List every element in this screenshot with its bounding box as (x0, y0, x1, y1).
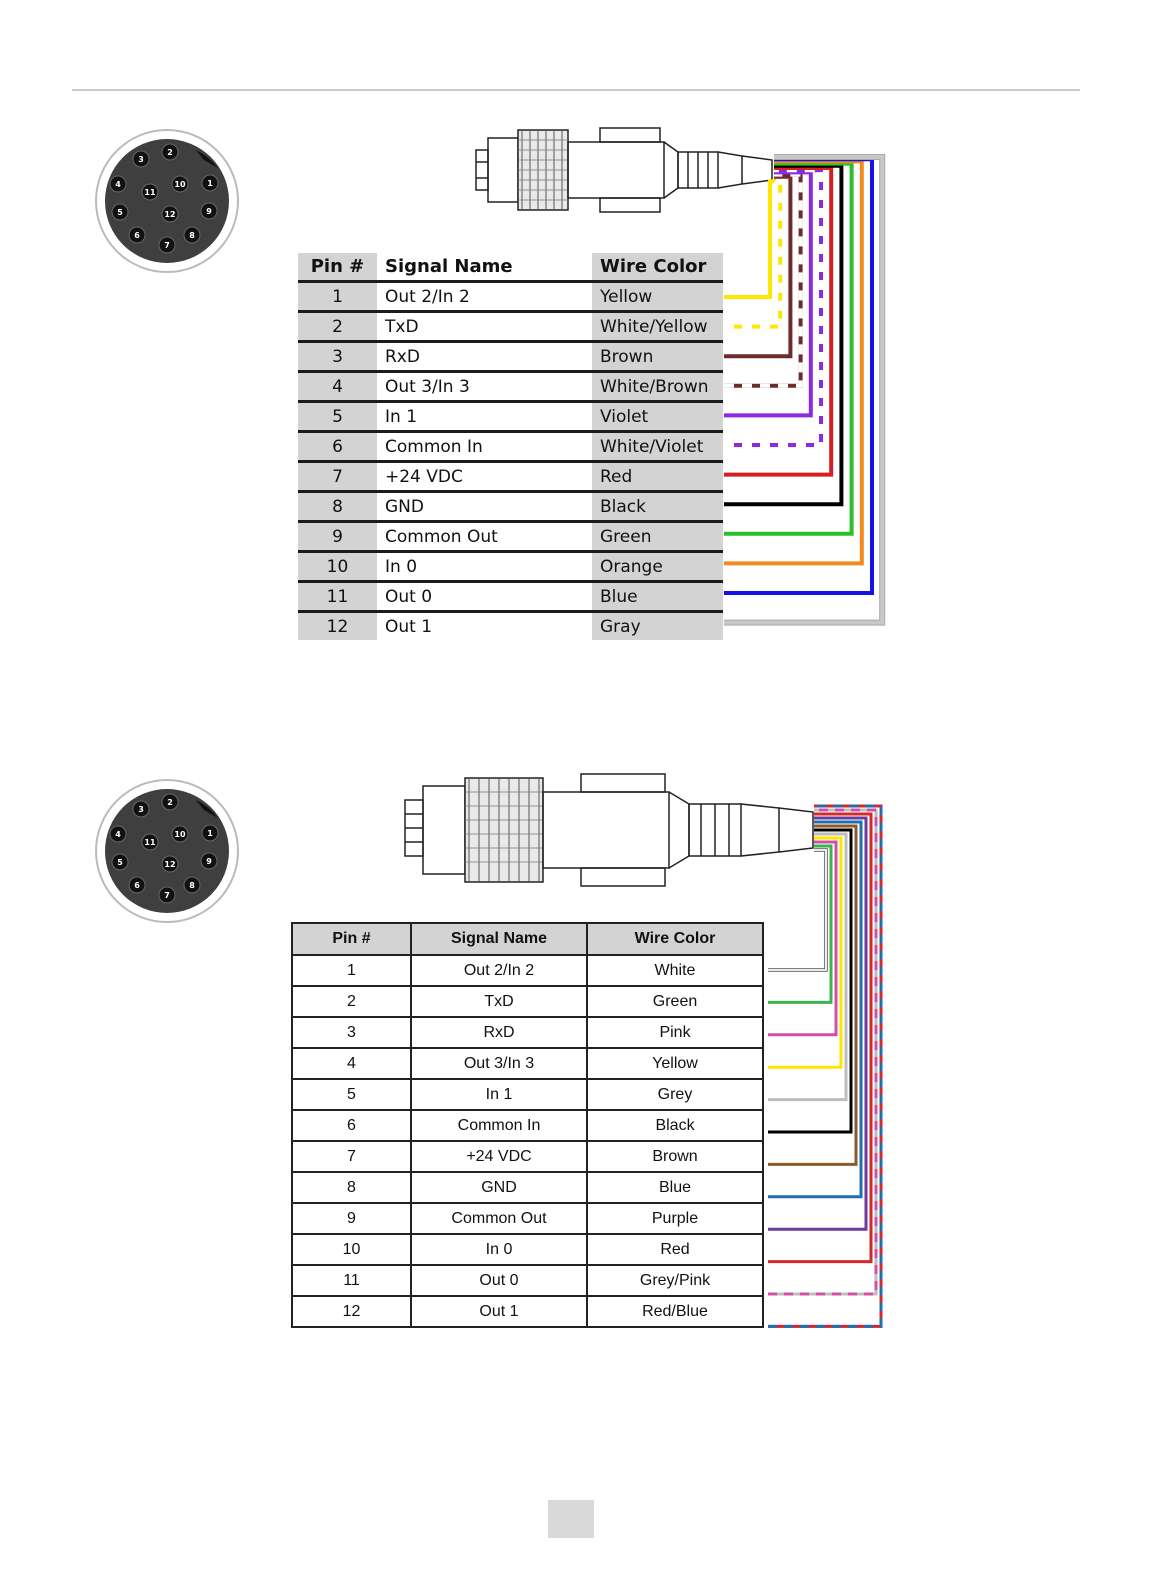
pin-label-10: 10 (174, 180, 186, 189)
pin-cell: 5 (292, 1079, 411, 1110)
pin-label-2: 2 (167, 798, 173, 807)
signal-cell: Common In (377, 432, 592, 462)
table-row (298, 582, 723, 612)
table-row (292, 1203, 763, 1234)
pin-label-3: 3 (138, 155, 144, 164)
table-row (298, 342, 723, 372)
table-row (292, 1079, 763, 1110)
pin-label-1: 1 (207, 829, 213, 838)
column-header-pin: Pin # (298, 253, 377, 282)
pin-cell: 2 (292, 986, 411, 1017)
signal-cell: GND (377, 492, 592, 522)
pin-cell: 4 (298, 372, 377, 402)
color-cell: Brown (592, 342, 723, 372)
table-row (292, 955, 763, 986)
color-cell: Grey (587, 1079, 763, 1110)
signal-cell: Out 0 (377, 582, 592, 612)
pin-label-6: 6 (134, 231, 140, 240)
table-row (292, 1048, 763, 1079)
pin-cell: 1 (292, 955, 411, 986)
column-header-color: Wire Color (592, 253, 723, 282)
pin-cell: 3 (298, 342, 377, 372)
signal-cell: Out 1 (411, 1296, 587, 1327)
color-cell: Blue (587, 1172, 763, 1203)
pin-label-12: 12 (164, 860, 176, 869)
pin-cell: 9 (298, 522, 377, 552)
pin-label-1: 1 (207, 179, 213, 188)
connector-pin-face-1 (94, 128, 240, 274)
signal-cell: Common Out (411, 1203, 587, 1234)
signal-cell: RxD (377, 342, 592, 372)
color-cell: Red (592, 462, 723, 492)
pin-cell: 2 (298, 312, 377, 342)
color-cell: White (587, 955, 763, 986)
table-row (292, 1141, 763, 1172)
pin-cell: 3 (292, 1017, 411, 1048)
signal-cell: Out 1 (377, 612, 592, 641)
table-row (298, 522, 723, 552)
signal-cell: In 1 (377, 402, 592, 432)
table-header-row (298, 253, 723, 282)
table-row (292, 986, 763, 1017)
table-row (298, 612, 723, 641)
pin-cell: 12 (292, 1296, 411, 1327)
pin-cell: 7 (292, 1141, 411, 1172)
wire-bundle-1 (724, 157, 882, 623)
wire-12-outline (724, 157, 882, 623)
color-cell: Blue (592, 582, 723, 612)
pin-label-7: 7 (164, 241, 170, 250)
pin-label-6: 6 (134, 881, 140, 890)
wire-12 (724, 157, 882, 623)
pin-label-11: 11 (144, 838, 156, 847)
color-cell: Pink (587, 1017, 763, 1048)
pin-cell: 10 (292, 1234, 411, 1265)
pin-cell: 8 (298, 492, 377, 522)
pin-cell: 7 (298, 462, 377, 492)
pin-label-4: 4 (115, 180, 121, 189)
wire-10 (724, 161, 862, 563)
connector-pin-face-2 (94, 778, 240, 924)
pin-cell: 9 (292, 1203, 411, 1234)
color-cell: Yellow (587, 1048, 763, 1079)
signal-cell: Out 2/In 2 (411, 955, 587, 986)
pin-label-2: 2 (167, 148, 173, 157)
table-row (292, 1234, 763, 1265)
pin-label-9: 9 (206, 857, 212, 866)
cable-connector-drawing-2 (403, 772, 815, 888)
color-cell: Red (587, 1234, 763, 1265)
signal-cell: RxD (411, 1017, 587, 1048)
wire-9 (724, 164, 852, 534)
pin-cell: 12 (298, 612, 377, 641)
pin-cell: 10 (298, 552, 377, 582)
signal-cell: Out 2/In 2 (377, 282, 592, 312)
table-row (298, 312, 723, 342)
pin-label-8: 8 (189, 881, 195, 890)
signal-cell: +24 VDC (411, 1141, 587, 1172)
table-row (298, 432, 723, 462)
pin-label-11: 11 (144, 188, 156, 197)
color-cell: White/Yellow (592, 312, 723, 342)
signal-cell: GND (411, 1172, 587, 1203)
color-cell: Black (592, 492, 723, 522)
pin-label-9: 9 (206, 207, 212, 216)
table-row (292, 1017, 763, 1048)
wire-11 (724, 159, 872, 593)
signal-cell: Common Out (377, 522, 592, 552)
pin-label-5: 5 (117, 208, 123, 217)
signal-cell: In 1 (411, 1079, 587, 1110)
pin-label-12: 12 (164, 210, 176, 219)
pin-cell: 8 (292, 1172, 411, 1203)
color-cell: White/Brown (592, 372, 723, 402)
signal-cell: Out 3/In 3 (377, 372, 592, 402)
pin-cell: 6 (292, 1110, 411, 1141)
signal-cell: Out 0 (411, 1265, 587, 1296)
pin-label-3: 3 (138, 805, 144, 814)
table-row (298, 462, 723, 492)
pin-label-4: 4 (115, 830, 121, 839)
signal-cell: TxD (411, 986, 587, 1017)
pin-cell: 11 (298, 582, 377, 612)
table-row (292, 1172, 763, 1203)
pin-label-8: 8 (189, 231, 195, 240)
signal-cell: TxD (377, 312, 592, 342)
pin-cell: 1 (298, 282, 377, 312)
column-header-signal: Signal Name (411, 923, 587, 955)
color-cell: Brown (587, 1141, 763, 1172)
signal-cell: Out 3/In 3 (411, 1048, 587, 1079)
color-cell: Gray (592, 612, 723, 641)
pinout-table-1 (298, 253, 723, 640)
pin-label-5: 5 (117, 858, 123, 867)
color-cell: Grey/Pink (587, 1265, 763, 1296)
table-row (292, 1110, 763, 1141)
pin-label-10: 10 (174, 830, 186, 839)
table-row (292, 1296, 763, 1327)
wire-8 (724, 166, 841, 504)
color-cell: Orange (592, 552, 723, 582)
table-row (298, 552, 723, 582)
pin-cell: 11 (292, 1265, 411, 1296)
cable-connector-drawing-1 (474, 126, 784, 214)
page-number-box (548, 1500, 594, 1538)
color-cell: Green (592, 522, 723, 552)
color-cell: Black (587, 1110, 763, 1141)
color-cell: Green (587, 986, 763, 1017)
table-row (298, 282, 723, 312)
table-row (298, 402, 723, 432)
table-row (292, 1265, 763, 1296)
color-cell: Yellow (592, 282, 723, 312)
column-header-color: Wire Color (587, 923, 763, 955)
pin-cell: 5 (298, 402, 377, 432)
pin-cell: 6 (298, 432, 377, 462)
header-rule (72, 89, 1080, 91)
pin-label-7: 7 (164, 891, 170, 900)
color-cell: Purple (587, 1203, 763, 1234)
table-header-row (292, 923, 763, 955)
signal-cell: In 0 (377, 552, 592, 582)
column-header-signal: Signal Name (377, 253, 592, 282)
table-row (298, 492, 723, 522)
color-cell: Red/Blue (587, 1296, 763, 1327)
color-cell: White/Violet (592, 432, 723, 462)
column-header-pin: Pin # (292, 923, 411, 955)
pin-cell: 4 (292, 1048, 411, 1079)
pinout-table-2 (291, 922, 764, 1328)
signal-cell: Common In (411, 1110, 587, 1141)
table-row (298, 372, 723, 402)
signal-cell: In 0 (411, 1234, 587, 1265)
color-cell: Violet (592, 402, 723, 432)
signal-cell: +24 VDC (377, 462, 592, 492)
